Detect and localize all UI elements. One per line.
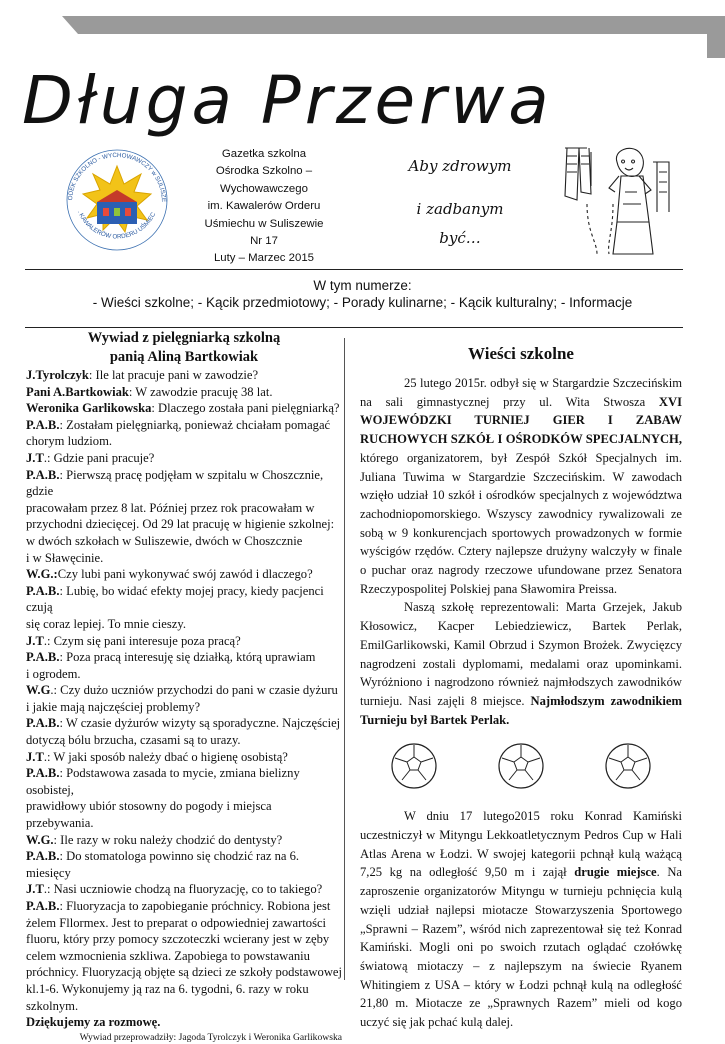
- interview-line: [26, 732, 342, 749]
- speaker: P.A.B.: [26, 766, 60, 781]
- illustration: [557, 142, 682, 262]
- speaker: J.T: [26, 633, 44, 648]
- interview-line: [26, 417, 342, 434]
- news-paragraph: [360, 598, 682, 729]
- interview-line: [26, 964, 342, 981]
- line-text: fluoru, który przy pomocy szczoteczki wcierany jest w zęby: [26, 932, 330, 947]
- news-title: Wieści szkolne: [468, 344, 574, 363]
- speaker: J.Tyrolczyk: [26, 368, 89, 382]
- speaker: P.A.B.: [26, 417, 60, 432]
- interview-line: [26, 400, 342, 417]
- line-text: chorym ludziom.: [26, 434, 113, 449]
- line-text: szkolnym.: [26, 998, 79, 1013]
- line-text: i ogrodem.: [26, 666, 81, 681]
- line-text: się coraz lepiej. To mnie cieszy.: [26, 616, 186, 631]
- text-run: którego organizatorem, był Zespół Szkół Specjalnych im. Juliana Tuwima w Stargardzie Szczecińskim. W zawodach wzięło udział 10 szkół i ośrodków specjalnych z województwa zachodniopomorskiego. Wszyscy zawodnicy rywalizowali ze sobą w 9 konkurencjach sportowych prowadzonych w formie wyścigów rzędów. Cztery najlepsze drużyny walczyły w finale o puchar oraz nagrody rzeczowe ufundowane przez Senatora Rzeczypospolitej Polskiej pana Sławomira Preissa.: [360, 450, 682, 596]
- interview-line: [26, 450, 342, 467]
- interview-title-line: panią Aliną Bartkowiak: [109, 349, 259, 365]
- line-text: : Do stomatologa powinno się chodzić raz na 6. miesięcy: [26, 849, 300, 880]
- interview-title: [26, 329, 342, 367]
- interview-line: [26, 666, 342, 683]
- interview-line: [26, 848, 342, 881]
- speaker: P.A.B.: [26, 899, 60, 913]
- interview-line: [26, 649, 342, 666]
- placement: drugie miejsce: [574, 865, 657, 880]
- event-name: XVI WOJEWÓDZKI TURNIEJ GIER I ZABAW RUCHOWYCH SZKÓŁ I OŚRODKÓW SPECJALNYCH,: [360, 394, 682, 447]
- interview-thanks: Dziękujemy za rozmowę.: [26, 1015, 161, 1030]
- motto-line: być…: [439, 229, 481, 247]
- divider: [25, 327, 683, 328]
- interview-line: [26, 633, 342, 650]
- interview-line: [26, 516, 342, 533]
- speaker: P.A.B.: [26, 583, 60, 598]
- interview-line: [26, 583, 342, 616]
- speaker: W.G.: [26, 832, 54, 847]
- newspaper-info: [190, 146, 338, 268]
- logo-text-bottom: . KAWALERÓW ORDERU UŚMIEC: [75, 209, 158, 241]
- speaker: P.A.B.: [26, 716, 60, 731]
- speaker: J.T: [26, 749, 44, 764]
- interview-line: [26, 682, 342, 699]
- info-line: im. Kawalerów Orderu: [207, 200, 321, 213]
- line-text: : Ile lat pracuje pani w zawodzie?: [88, 368, 259, 382]
- soccer-ball-icon: [497, 742, 545, 790]
- info-line: Wychowawczego: [220, 182, 308, 195]
- column-divider: [344, 338, 345, 980]
- interview-line: [26, 915, 342, 932]
- line-text: próchnicy. Fluoryzacją objęte są dzieci ze szkoły podstawowej: [26, 965, 343, 980]
- speaker: P.A.B.: [26, 467, 60, 482]
- interview-line: [26, 948, 342, 965]
- line-text: .: Nasi uczniowie chodzą na fluoryzację, co to takiego?: [43, 882, 323, 897]
- news-article: [360, 342, 682, 1032]
- interview-line: [26, 832, 342, 849]
- interview-article: [26, 329, 342, 1044]
- line-text: przychodni dziecięcej. Od 29 lat pracuję w higienie szkolnej:: [26, 517, 335, 532]
- toc-items: - Wieści szkolne; - Kącik przedmiotowy; - Porady kulinarne; - Kącik kulturalny; - Informacje: [92, 295, 633, 310]
- interview-line: [26, 433, 342, 450]
- line-text: prawidłowy ubiór stosowny do pogody i miejsca przebywania.: [26, 799, 272, 831]
- youngest-player: Najmłodszym zawodnikiem Turnieju był Bartek Perlak.: [360, 693, 683, 727]
- interview-title-line: Wywiad z pielęgniarką szkolną: [87, 330, 281, 346]
- line-text: : Fluoryzacja to zapobieganie próchnicy. Robiona jest: [59, 899, 331, 913]
- sun-logo-icon: [58, 140, 176, 258]
- interview-line: [26, 881, 342, 898]
- line-text: .: Czy dużo uczniów przychodzi do pani w czasie dyżuru: [50, 683, 338, 698]
- newspaper-title: Długa Przerwa: [22, 62, 553, 139]
- issue-date: Luty – Marzec 2015: [213, 252, 315, 265]
- line-text: : Zostałam pielęgniarką, ponieważ chciałam pomagać: [59, 417, 331, 432]
- line-text: : Poza pracą interesuję się działką, którą uprawiam: [59, 650, 316, 665]
- line-text: : W zawodzie pracuję 38 lat.: [128, 384, 273, 399]
- interview-line: [26, 981, 342, 998]
- interview-line: [26, 384, 342, 401]
- text-run: . Na zaproszenie organizatorów Mityngu w turnieju pchnięcia kulą wzięli udział najlepsi miotacze Stowarzyszenia Sportowego „Sprawni – Razem”, wśród nich zaprezentował się też Konrad Kamiński. Mogli oni po swoich rzutach oglądać czołówkę światową miotaczy – z najlepszym na świecie Ryanem Whitingiem z USA – który w Łodzi pchnął kulą na odległość 21,80 m. Miotacze ze „Sprawnych Razem” mieli od kogo uczyć się jak pchać kulą dalej.: [360, 865, 683, 1030]
- girl-washing-icon: [557, 142, 682, 262]
- toc-heading: W tym numerze:: [313, 278, 412, 293]
- interview-credit: Wywiad przeprowadziły: Jagoda Tyrolczyk i Weronika Garlikowska: [79, 1031, 342, 1043]
- speaker: P.A.B.: [26, 849, 60, 864]
- text-run: Naszą szkołę reprezentowali: Marta Grzejek, Jakub Kłosowicz, Kacper Lebiedziewicz, Bartek Perlak, EmilGarlikowski, Kamil Obrzud i Szymon Brożek. Zwycięzcy nagrodzeni zostali dyplomami, medalami oraz upominkami. Wyróżniono i nagrodzono również najmłodszych zawodników turnieju. Nasi zajęli 8 miejsce.: [360, 600, 682, 708]
- line-text: celem wzmocnienia szkliwa. Zapobiega to powstawaniu: [26, 948, 310, 963]
- line-text: .: Gdzie pani pracuje?: [43, 450, 155, 465]
- line-text: i w Sławęcinie.: [26, 550, 104, 565]
- divider: [25, 269, 683, 270]
- school-logo: [58, 140, 176, 258]
- line-text: .: Czym się pani interesuje poza pracą?: [43, 633, 241, 648]
- interview-line: [26, 467, 342, 500]
- speaker: W.G.:: [26, 567, 58, 582]
- line-text: .: W jaki sposób należy dbać o higienę osobistą?: [43, 749, 288, 764]
- speaker: W.G: [26, 683, 51, 698]
- line-text: pracowałam przez 8 lat. Później przez rok pracowałam w: [26, 500, 315, 515]
- speaker: Pani A.Bartkowiak: [26, 384, 129, 399]
- info-line: Gazetka szkolna: [221, 148, 307, 160]
- line-text: dotyczą bólu brzucha, czasami są to urazy.: [26, 733, 241, 748]
- interview-line: [26, 715, 342, 732]
- info-line: Ośrodka Szkolno –: [215, 165, 313, 178]
- line-text: i jakie mają najczęściej problemy?: [26, 699, 201, 714]
- info-line: Uśmiechu w Suliszewie: [204, 217, 324, 230]
- speaker: Weronika Garlikowska: [26, 401, 152, 416]
- interview-line: [26, 533, 342, 550]
- interview-text: [26, 367, 342, 1014]
- interview-line: [26, 550, 342, 567]
- interview-line: [26, 998, 342, 1015]
- interview-line: [26, 699, 342, 716]
- motto: [380, 152, 540, 253]
- soccer-ball-icon: [390, 742, 438, 790]
- line-text: : Lubię, bo widać efekty mojej pracy, kiedy pacjenci czują: [26, 583, 324, 615]
- line-text: w dwóch szkołach w Suliszewie, dwóch w Choszcznie: [26, 533, 303, 548]
- interview-line: [26, 367, 342, 384]
- ball-row: [360, 735, 682, 797]
- motto-line: i zadbanym: [416, 200, 504, 218]
- interview-line: [26, 500, 342, 517]
- interview-line: [26, 616, 342, 633]
- speaker: P.A.B.: [26, 650, 60, 665]
- line-text: żelem Fllormex. Jest to preparat o odpowiedniej zawartości: [26, 915, 327, 930]
- line-text: : Ile razy w roku należy chodzić do dentysty?: [53, 832, 283, 847]
- text-run: W dniu 17 lutego2015 roku Konrad Kamiński uczestniczył w Mityngu Lekkoatletycznym Pedros Cup w Hali Atlas Arena w Łodzi. W swojej kategorii pchnął kulą ważącą 7,25 kg na odległość 9,50 m i zajął: [360, 809, 682, 880]
- speaker: J.T: [26, 450, 44, 465]
- interview-line: [26, 898, 342, 915]
- soccer-ball-icon: [604, 742, 652, 790]
- interview-line: [26, 749, 342, 766]
- line-text: : Pierwszą pracę podjęłam w szpitalu w Choszcznie, gdzie: [26, 467, 324, 499]
- line-text: Czy lubi pani wykonywać swój zawód i dlaczego?: [57, 567, 313, 582]
- line-text: kl.1-6. Wykonujemy ją raz na 6. tygodni, 6. razy w roku: [26, 981, 309, 996]
- line-text: : Dlaczego została pani pielęgniarką?: [151, 401, 340, 416]
- interview-line: [26, 765, 342, 798]
- motto-line: Aby zdrowym: [408, 157, 512, 175]
- text-run: 25 lutego 2015r. odbył się w Stargardzie Szczecińskim na sali gimnastycznej przy ul. Wita Stwosza: [360, 376, 682, 409]
- interview-line: [26, 566, 342, 583]
- line-text: : W czasie dyżurów wizyty są sporadyczne. Najczęściej: [59, 716, 341, 731]
- issue-number: Nr 17: [250, 235, 278, 248]
- news-paragraph: [360, 807, 682, 1031]
- interview-line: [26, 798, 342, 831]
- speaker: J.T: [26, 882, 44, 897]
- interview-line: [26, 931, 342, 948]
- line-text: : Podstawowa zasada to mycie, zmiana bielizny osobistej,: [26, 766, 300, 797]
- news-paragraph: [360, 374, 682, 598]
- logo-text-top: ODEK SZKOLNO - WYCHOWAWCZY w SULISZE: [66, 151, 168, 203]
